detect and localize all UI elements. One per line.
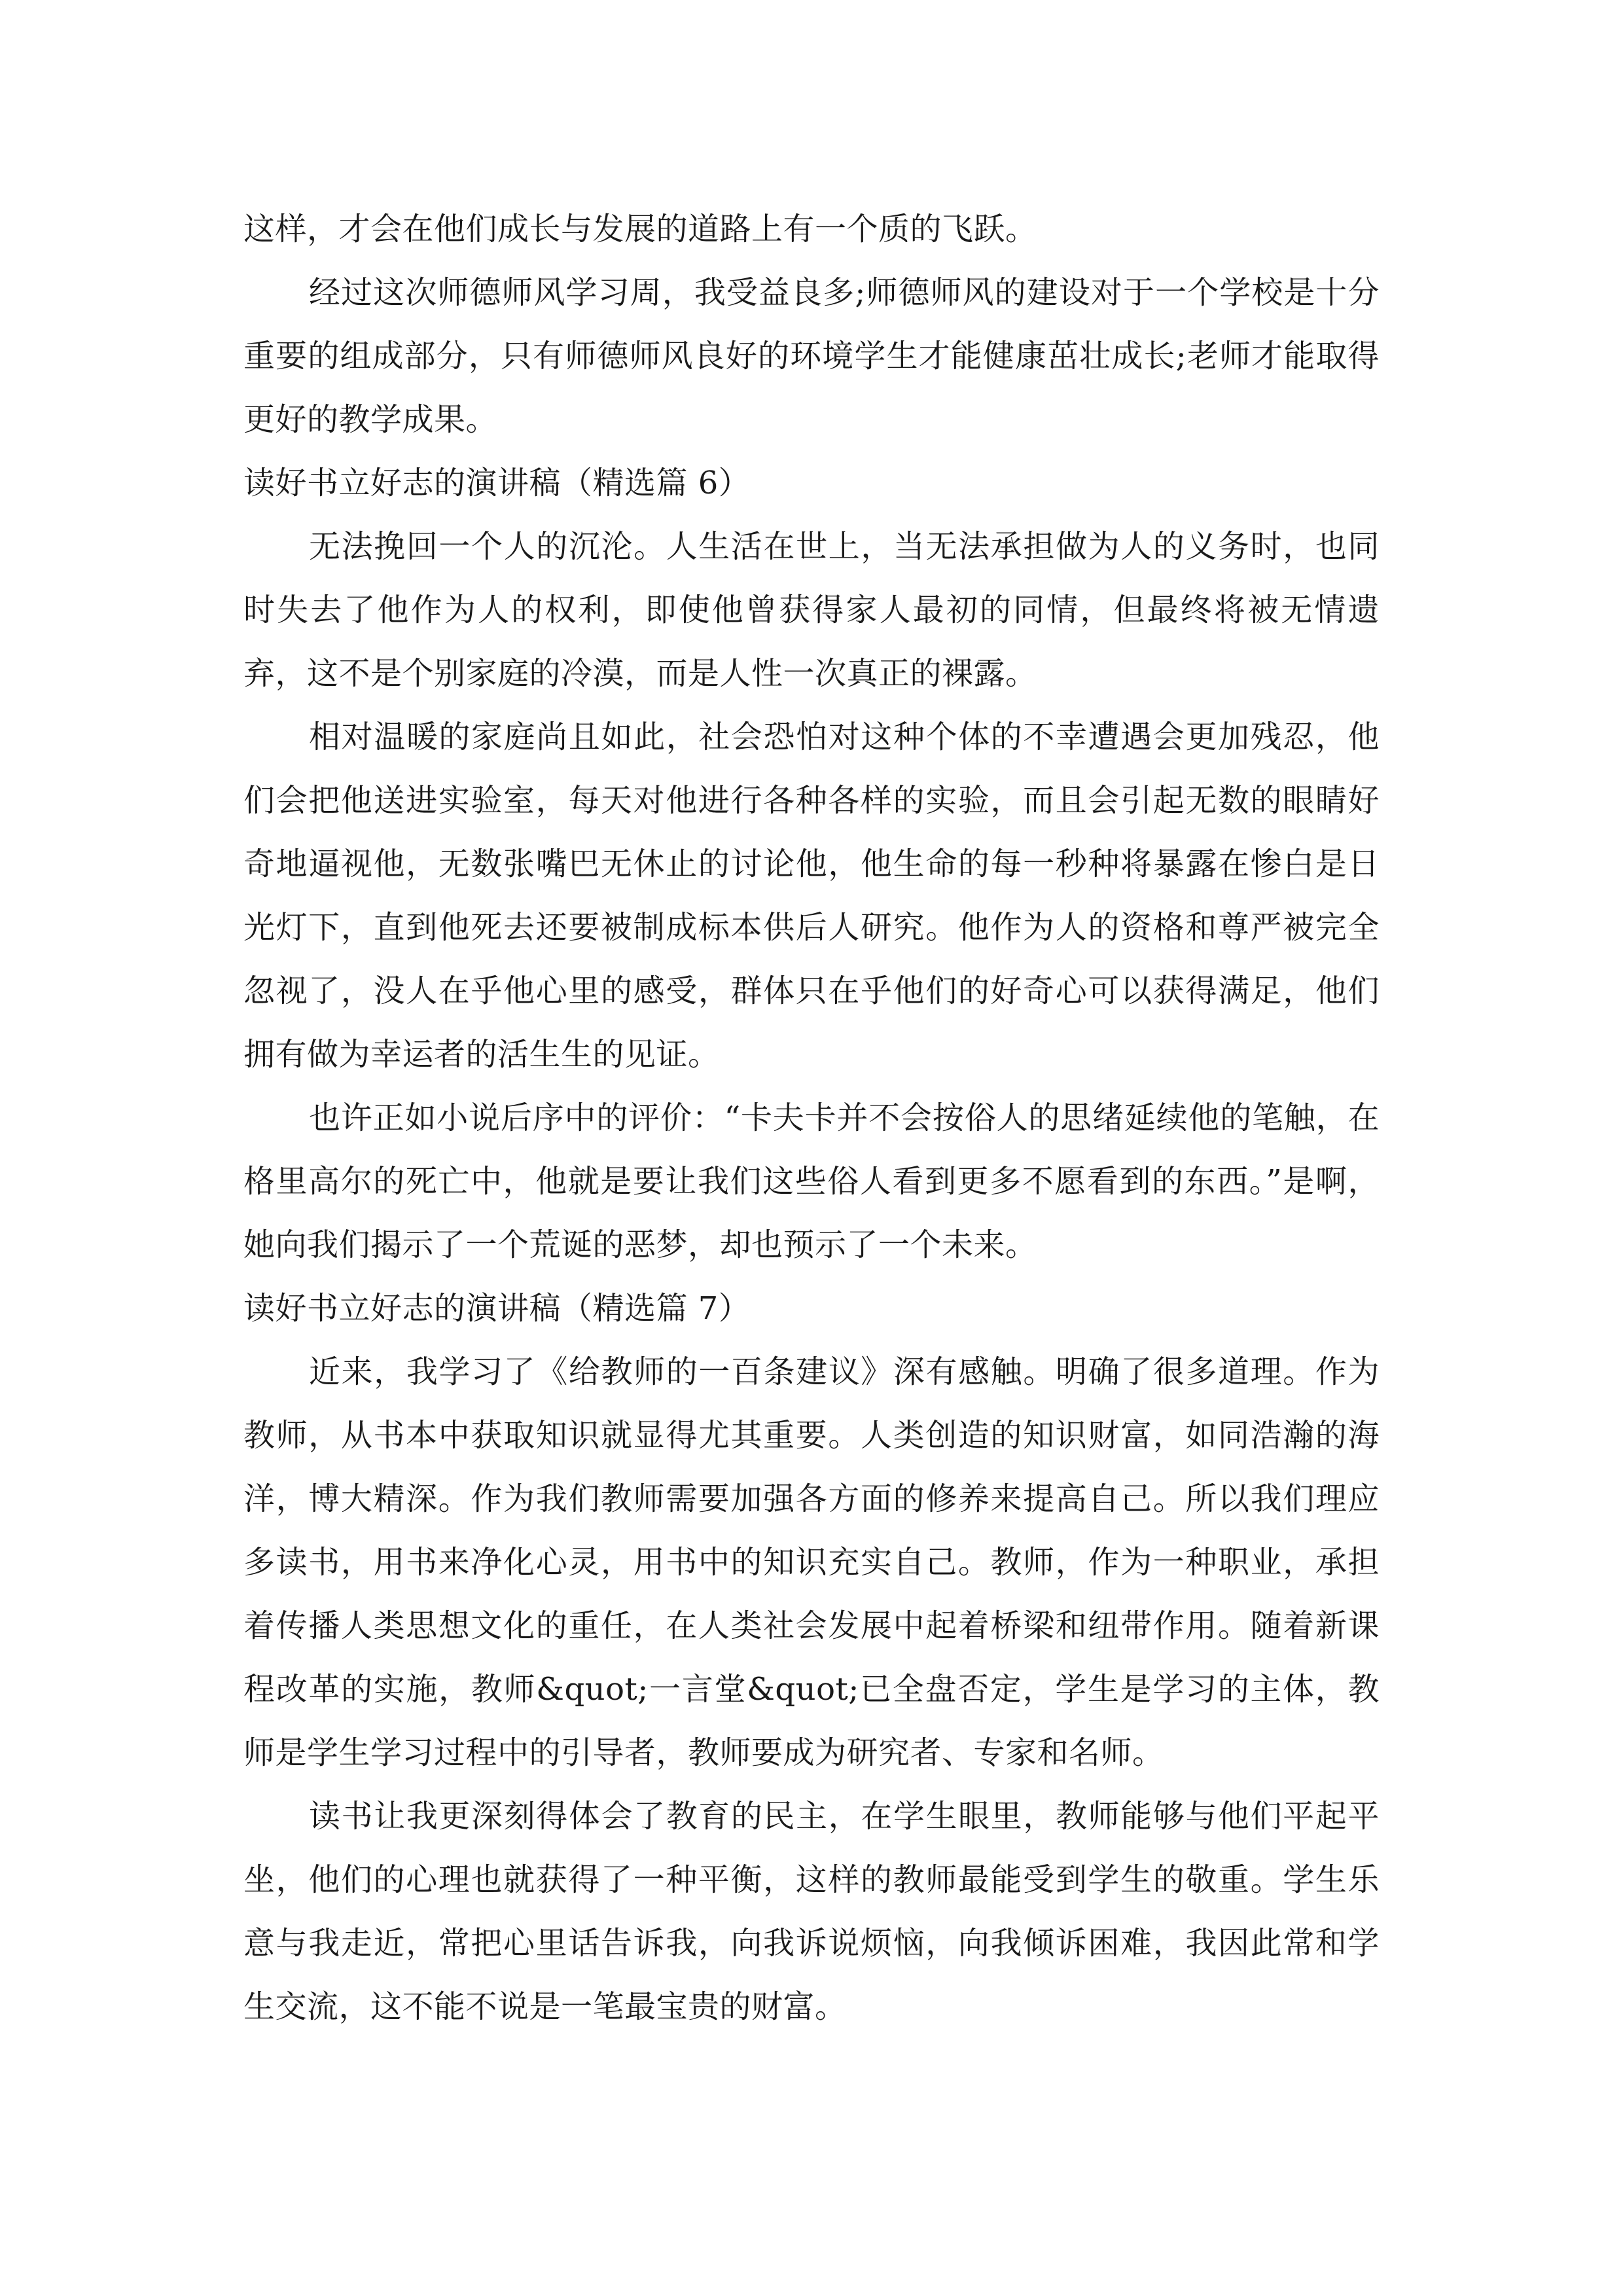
paragraph: 相对温暖的家庭尚且如此，社会恐怕对这种个体的不幸遭遇会更加残忍，他们会把他送进实验室，每天对他进行各种各样的实验，而且会引起无数的眼睛好奇地逼视他，无数张嘴巴无休止的讨论他，他生命的每一秒种将暴露在惨白是日光灯下，直到他死去还要被制成标本供后人研究。他作为人的资格和尊严被完全忽视了，没人在乎他心里的感受，群体只在乎他们的好奇心可以获得满足，他们拥有做为幸运者的活生生的见证。 [243, 719, 1380, 1073]
paragraph: 也许正如小说后序中的评价：“卡夫卡并不会按俗人的思绪延续他的笔触，在格里高尔的死亡中，他就是要让我们这些俗人看到更多不愿看到的东西。”是啊，她向我们揭示了一个荒诞的恶梦，却也预示了一个未来。 [243, 1100, 1380, 1263]
paragraph: 经过这次师德师风学习周，我受益良多;师德师风的建设对于一个学校是十分重要的组成部分，只有师德师风良好的环境学生才能健康茁壮成长;老师才能取得更好的教学成果。 [243, 274, 1380, 438]
section-heading: 读好书立好志的演讲稿（精选篇 6） [243, 465, 751, 501]
paragraph: 无法挽回一个人的沉沦。人生活在世上，当无法承担做为人的义务时，也同时失去了他作为人的权利，即使他曾获得家人最初的同情，但最终将被无情遗弃，这不是个别家庭的冷漠，而是人性一次真正的裸露。 [243, 528, 1380, 692]
paragraph: 近来，我学习了《给教师的一百条建议》深有感触。明确了很多道理。作为教师，从书本中获取知识就显得尤其重要。人类创造的知识财富，如同浩瀚的海洋，博大精深。作为我们教师需要加强各方面的修养来提高自己。所以我们理应多读书，用书来净化心灵，用书中的知识充实自己。教师，作为一种职业，承担着传播人类思想文化的重任，在人类社会发展中起着桥梁和纽带作用。随着新课程改革的实施，教师&quot;一言堂&quot;已全盘否定，学生是学习的主体，教师是学生学习过程中的引导者，教师要成为研究者、专家和名师。 [243, 1354, 1380, 1771]
paragraph-continuation: 这样，才会在他们成长与发展的道路上有一个质的飞跃。 [243, 211, 1037, 247]
document-body [243, 198, 1380, 2039]
paragraph: 读书让我更深刻得体会了教育的民主，在学生眼里，教师能够与他们平起平坐，他们的心理也就获得了一种平衡，这样的教师最能受到学生的敬重。学生乐意与我走近，常把心里话告诉我，向我诉说烦恼，向我倾诉困难，我因此常和学生交流，这不能不说是一笔最宝贵的财富。 [243, 1798, 1380, 2025]
section-heading: 读好书立好志的演讲稿（精选篇 7） [243, 1290, 751, 1327]
